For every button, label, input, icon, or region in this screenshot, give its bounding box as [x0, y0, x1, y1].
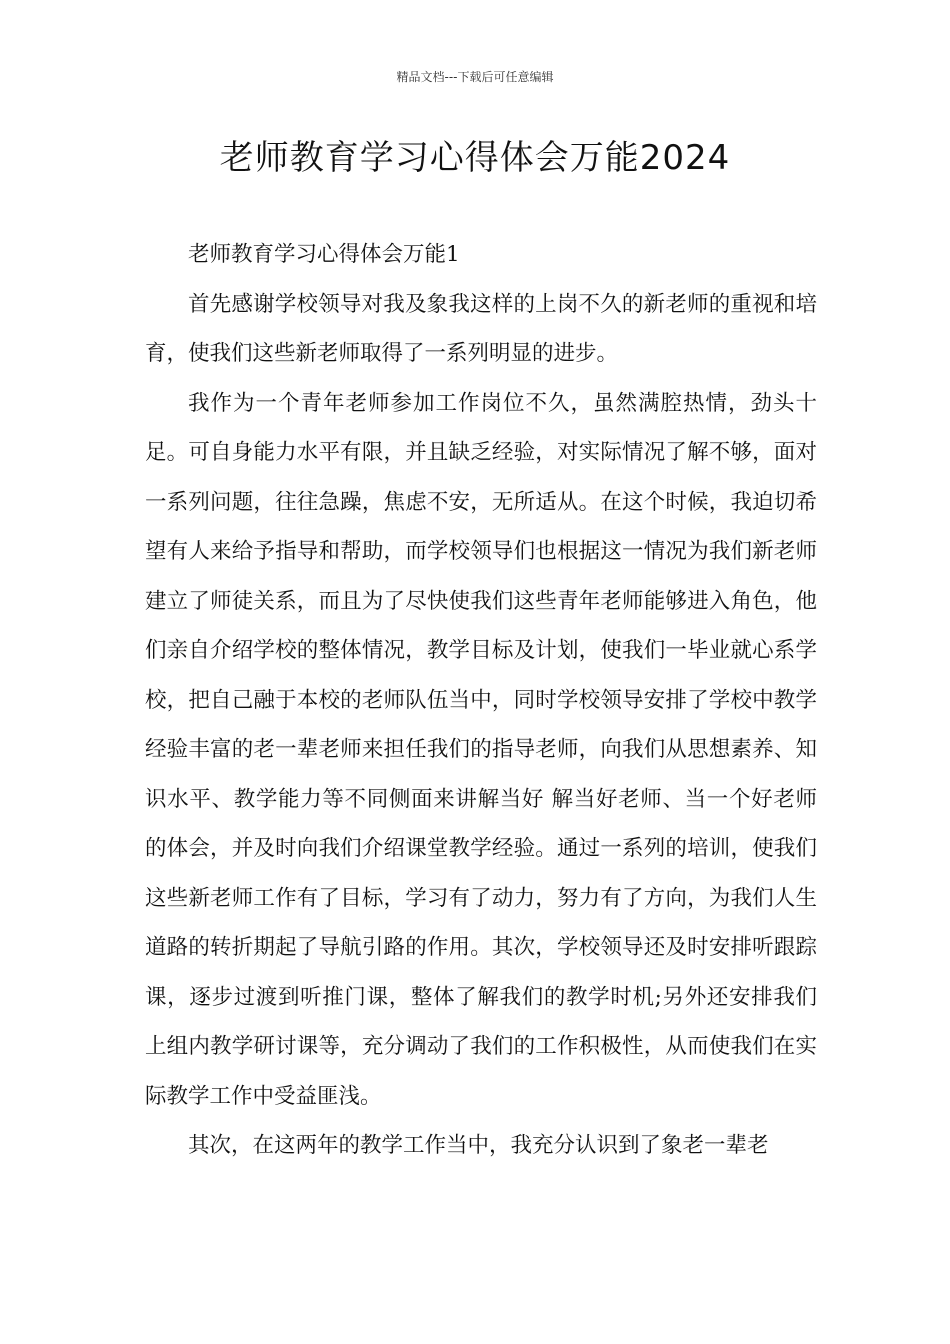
- paragraph: 我作为一个青年老师参加工作岗位不久，虽然满腔热情，劲头十足。可自身能力水平有限，并且缺乏经验，对实际情况了解不够，面对一系列问题，往往急躁，焦虑不安，无所适从。在这个时候，我迫切希望有人来给予指导和帮助，而学校领导们也根据这一情况为我们新老师建立了师徒关系，而且为了尽快使我们这些青年老师能够进入角色，他们亲自介绍学校的整体情况，教学目标及计划，使我们一毕业就心系学校，把自己融于本校的老师队伍当中，同时学校领导安排了学校中教学经验丰富的老一辈老师来担任我们的指导老师，向我们从思想素养、知识水平、教学能力等不同侧面来讲解当好 解当好老师、当一个好老师的体会，并及时向我们介绍课堂教学经验。通过一系列的培训，使我们这些新老师工作有了目标，学习有了动力，努力有了方向，为我们人生道路的转折期起了导航引路的作用。其次，学校领导还及时安排听跟踪课，逐步过渡到听推门课，整体了解我们的教学时机;另外还安排我们上组内教学研讨课等，充分调动了我们的工作积极性，从而使我们在实际教学工作中受益匪浅。: [145, 390, 817, 1109]
- document-body: [145, 230, 817, 1171]
- header-note: 精品文档---下载后可任意编辑: [396, 70, 554, 84]
- paragraph: 首先感谢学校领导对我及象我这样的上岗不久的新老师的重视和培育，使我们这些新老师取得了一系列明显的进步。: [145, 291, 817, 366]
- paragraph: 其次，在这两年的教学工作当中，我充分认识到了象老一辈老: [188, 1133, 769, 1158]
- document-title: 老师教育学习心得体会万能2024: [219, 138, 731, 178]
- section-heading: 老师教育学习心得体会万能1: [188, 242, 460, 267]
